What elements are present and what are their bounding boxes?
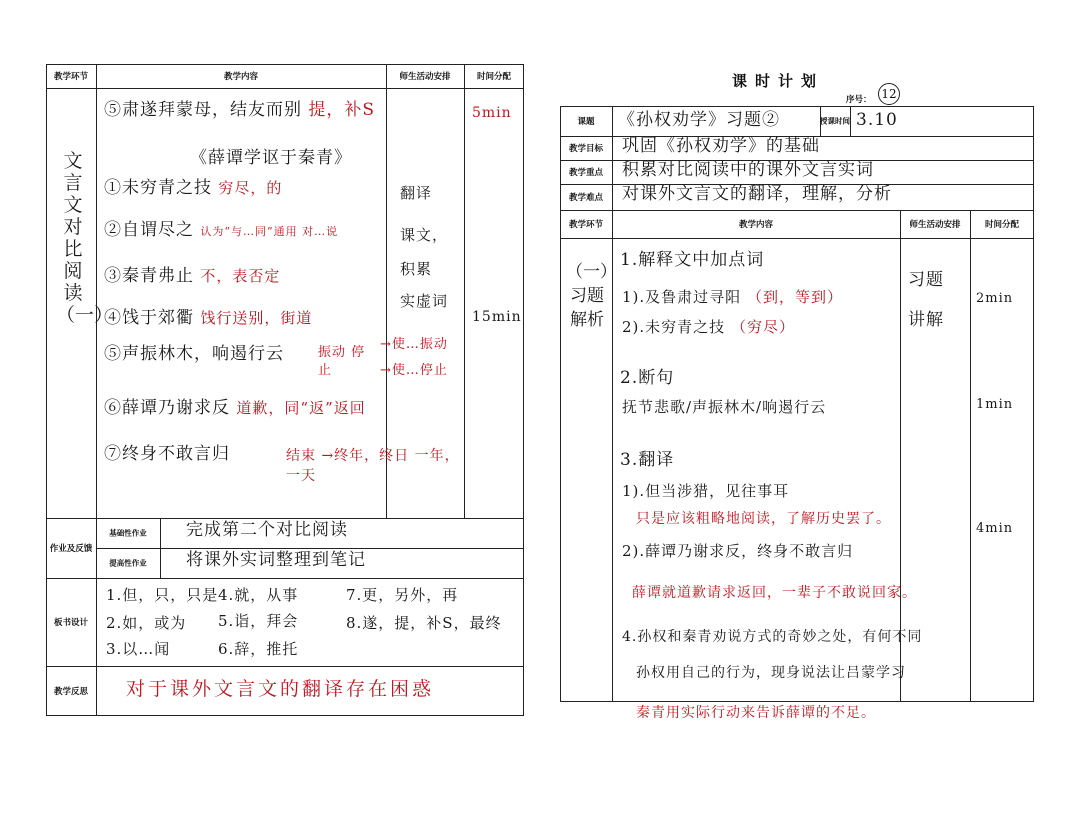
page-title: 课时计划: [732, 72, 825, 90]
content-line: 1.解释文中加点词: [620, 250, 765, 270]
content-line: 2).薛谭乃谢求反，终身不敢言归: [622, 542, 854, 560]
content-line: 2).未穷青之技 （穷尽）: [622, 318, 795, 336]
causative-note: →使…振动: [380, 337, 448, 352]
activity-item: 积累: [400, 260, 433, 278]
date-label: 授课时间: [820, 116, 850, 126]
homework-basic: 完成第二个对比阅读: [186, 520, 348, 540]
topic-value: 《孙权劝学》习题②: [618, 110, 780, 130]
right-lesson-sheet: [556, 58, 1040, 720]
content-line: ⑤声振林木，响遏行云: [104, 344, 284, 364]
header-time: 时间分配: [476, 72, 512, 82]
header-activity: 师生活动安排: [909, 220, 961, 230]
content-line: 1).及鲁肃过寻阳 （到，等到）: [622, 288, 843, 306]
board-item: 5.诣，拜会: [218, 612, 299, 630]
difficulty-label: 教学难点: [568, 193, 604, 203]
content-line: 只是应该粗略地阅读，了解历史罢了。: [636, 511, 891, 527]
stage-label: 文言文对比阅读（一）: [56, 150, 114, 326]
goal-value: 巩固《孙权劝学》的基础: [622, 136, 820, 156]
causative-note: →使…停止: [380, 363, 448, 378]
activity-item: 习题: [908, 270, 944, 290]
header-time: 时间分配: [984, 220, 1020, 230]
time-mark: 5min: [472, 105, 512, 121]
homework-label: 作业及反馈: [49, 544, 93, 554]
header-stage: 教学环节: [568, 220, 604, 230]
board-item: 6.辞，推托: [218, 640, 299, 658]
reflection-label: 教学反思: [53, 687, 89, 697]
header-activity: 师生活动安排: [399, 72, 451, 82]
date-value: 3.10: [856, 110, 898, 130]
content-line: 3.翻译: [620, 450, 675, 470]
goal-label: 教学目标: [568, 144, 604, 154]
sequence-number: 12: [878, 83, 900, 105]
board-label: 板书设计: [53, 618, 89, 628]
sequence-label: 序号：: [846, 95, 872, 105]
content-line-note: 振动 停止: [318, 345, 366, 378]
activity-item: 实虚词: [400, 292, 449, 310]
content-line: ②自谓尽之 认为“与…同”通用 对…说: [104, 220, 339, 240]
content-line: 薛谭就道歉请求返回，一辈子不敢说回家。: [632, 585, 917, 601]
board-item: 3.以…闻: [106, 640, 171, 658]
content-line: ⑦终身不敢言归: [104, 444, 230, 464]
homework-basic-label: 基础性作业: [109, 528, 147, 538]
content-line: 秦青用实际行动来告诉薛谭的不足。: [636, 705, 876, 721]
time-mark: 15min: [472, 309, 522, 325]
content-line: 2.断句: [620, 368, 675, 388]
content-line: ③秦青弗止 不，表否定: [104, 266, 281, 286]
activity-item: 课文，: [400, 226, 449, 244]
content-line: 1).但当涉猎，见往事耳: [622, 482, 790, 500]
content-line: 孙权用自己的行为，现身说法让吕蒙学习: [636, 665, 906, 681]
header-stage: 教学环节: [53, 72, 89, 82]
topic-label: 课题: [577, 117, 595, 127]
time-mark: 4min: [976, 521, 1014, 536]
content-line: 4.孙权和秦青劝说方式的奇妙之处，有何不同: [622, 629, 923, 645]
activity-item: 讲解: [908, 310, 944, 330]
content-line: 《薛谭学讴于秦青》: [190, 148, 352, 168]
key-value: 积累对比阅读中的课外文言实词: [622, 160, 874, 180]
homework-advanced-label: 提高性作业: [109, 558, 147, 568]
difficulty-value: 对课外文言文的翻译，理解，分析: [622, 184, 892, 204]
board-item: 2.如，或为: [106, 614, 187, 632]
content-line: ⑤肃遂拜蒙母，结友而别 提，补S: [104, 100, 376, 120]
activity-item: 翻译: [400, 184, 433, 202]
time-mark: 2min: [976, 291, 1014, 306]
board-item: 4.就，从事: [218, 586, 299, 604]
header-content: 教学内容: [223, 72, 259, 82]
reflection-text: 对于课外文言文的翻译存在困惑: [126, 678, 435, 700]
board-item: 1.但，只，只是: [106, 586, 219, 604]
stage-label: （一）习题解析: [566, 262, 617, 330]
content-line-note: 结束 →终年，终日 一年，一天: [286, 448, 460, 484]
header-content: 教学内容: [738, 220, 774, 230]
content-line: ①未穷青之技 穷尽，的: [104, 178, 283, 198]
board-item: 7.更，另外，再: [346, 586, 459, 604]
board-item: 8.遂，提，补S，最终: [346, 614, 502, 632]
key-label: 教学重点: [568, 168, 604, 178]
content-line: ④饯于郊衢 饯行送别，街道: [104, 308, 313, 328]
left-lesson-sheet: [40, 58, 526, 720]
homework-advanced: 将课外实词整理到笔记: [186, 550, 366, 570]
content-line: 抚节悲歌/声振林木/响遏行云: [622, 398, 827, 416]
content-line: ⑥薛谭乃谢求反 道歉，同“返”返回: [104, 398, 366, 418]
time-mark: 1min: [976, 397, 1014, 412]
